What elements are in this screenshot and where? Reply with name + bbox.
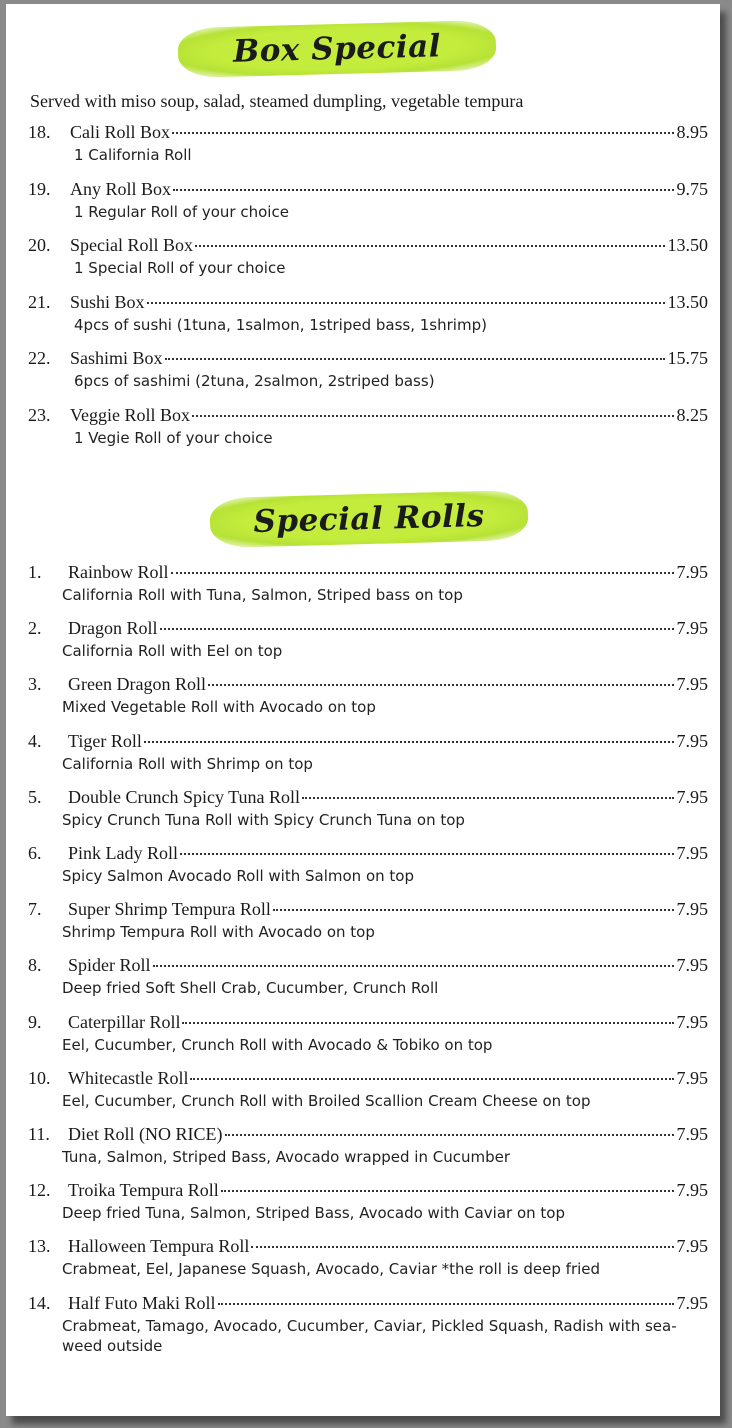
dot-leader: [190, 1077, 673, 1080]
dot-leader: [192, 414, 674, 417]
dot-leader: [208, 683, 674, 686]
menu-item-description: Spicy Salmon Avocado Roll with Salmon on top: [62, 867, 414, 885]
menu-item-name: Halloween Tempura Roll: [68, 1236, 250, 1257]
menu-item-row: [28, 617, 708, 639]
dot-leader: [218, 1302, 674, 1305]
menu-item-number: 2.: [28, 618, 42, 639]
dot-leader: [144, 740, 674, 743]
menu-item-row: [28, 234, 708, 256]
menu-item-name: Tiger Roll: [68, 730, 142, 751]
menu-item-name: Rainbow Roll: [68, 562, 169, 582]
menu-item-description: Spicy Crunch Tuna Roll with Spicy Crunch Tuna on top: [62, 810, 465, 829]
menu-item-price: 7.95: [676, 562, 708, 582]
menu-item-row: [28, 561, 708, 583]
menu-item-name: Super Shrimp Tempura Roll: [68, 899, 271, 920]
menu-item-number: 14.: [28, 1292, 51, 1313]
menu-item-row: [28, 178, 708, 200]
menu-item-row: [28, 121, 708, 143]
menu-item-number: 7.: [28, 899, 42, 920]
menu-item-price: 7.95: [676, 1180, 708, 1201]
box-special-banner: [177, 20, 496, 78]
menu-item-name: Troika Tempura Roll: [68, 1180, 219, 1201]
dot-leader: [165, 357, 665, 360]
menu-item-price: 7.95: [676, 618, 708, 639]
menu-item-description: 6pcs of sashimi (2tuna, 2salmon, 2striped bass): [74, 372, 435, 390]
menu-page: [6, 4, 720, 1416]
dot-leader: [251, 1245, 673, 1248]
menu-item-number: 9.: [28, 1011, 42, 1032]
menu-item-price: 9.75: [676, 178, 708, 199]
menu-item-price: 8.25: [676, 404, 708, 425]
menu-item-number: 5.: [28, 786, 42, 807]
menu-item-row: [28, 954, 708, 976]
menu-item-number: 22.: [28, 348, 51, 368]
menu-item-description: Mixed Vegetable Roll with Avocado on top: [62, 698, 376, 717]
menu-item-name: Special Roll Box: [70, 235, 193, 255]
menu-item-description: 4pcs of sushi (1tuna, 1salmon, 1striped bass, 1shrimp): [74, 315, 487, 334]
menu-item-row: [28, 1011, 708, 1033]
menu-item-price: 13.50: [667, 291, 708, 312]
menu-item-number: 3.: [28, 674, 42, 695]
menu-item-name: Veggie Roll Box: [70, 404, 190, 425]
dot-leader: [171, 571, 674, 574]
menu-item-row: [28, 1292, 708, 1314]
menu-item-number: 13.: [28, 1236, 51, 1257]
menu-item-row: [28, 291, 708, 313]
menu-item-number: 10.: [28, 1067, 51, 1088]
menu-item-name: Green Dragon Roll: [68, 674, 206, 695]
menu-item-price: 7.95: [676, 786, 708, 807]
menu-item-name: Sushi Box: [70, 291, 145, 312]
menu-item-number: 18.: [28, 122, 51, 142]
menu-item-description: California Roll with Tuna, Salmon, Striped bass on top: [62, 586, 463, 604]
menu-item-row: [28, 404, 708, 426]
menu-item-price: 7.95: [676, 843, 708, 863]
menu-item-price: 7.95: [676, 674, 708, 695]
menu-item-description: 1 Special Roll of your choice: [74, 259, 286, 277]
menu-item-price: 7.95: [676, 1067, 708, 1088]
dot-leader: [225, 1133, 674, 1136]
menu-item-name: Whitecastle Roll: [68, 1067, 189, 1088]
menu-item-description: California Roll with Eel on top: [62, 642, 283, 661]
special-rolls-title: Special Rolls: [253, 497, 485, 541]
dot-leader: [221, 1189, 674, 1192]
dot-leader: [172, 131, 673, 134]
menu-item-description: Crabmeat, Eel, Japanese Squash, Avocado, Caviar *the roll is deep fried: [62, 1260, 601, 1279]
menu-item-price: 7.95: [676, 730, 708, 751]
menu-item-number: 8.: [28, 955, 42, 976]
menu-item-number: 11.: [28, 1124, 50, 1144]
menu-item-name: Sashimi Box: [70, 348, 163, 368]
box-special-title: Box Special: [232, 28, 442, 70]
menu-item-number: 19.: [28, 178, 51, 199]
menu-item-number: 20.: [28, 235, 51, 255]
menu-item-description: Shrimp Tempura Roll with Avocado on top: [62, 923, 375, 942]
menu-item-number: 4.: [28, 730, 42, 751]
menu-item-price: 7.95: [676, 1292, 708, 1313]
menu-item-name: Pink Lady Roll: [68, 843, 179, 863]
menu-item-number: 1.: [28, 562, 42, 582]
menu-item-name: Any Roll Box: [70, 178, 172, 199]
menu-item-row: [28, 1235, 708, 1257]
menu-item-name: Dragon Roll: [68, 618, 158, 639]
menu-item-description: Eel, Cucumber, Crunch Roll with Avocado & Tobiko on top: [62, 1035, 493, 1054]
menu-item-price: 7.95: [676, 1124, 708, 1144]
dot-leader: [273, 908, 674, 911]
menu-item-name: Spider Roll: [68, 955, 151, 976]
menu-item-name: Diet Roll (NO RICE): [68, 1124, 223, 1144]
dot-leader: [302, 796, 673, 799]
menu-item-description: Tuna, Salmon, Striped Bass, Avocado wrapped in Cucumber: [62, 1148, 511, 1166]
menu-item-description: Deep fried Tuna, Salmon, Striped Bass, Avocado with Caviar on top: [62, 1204, 565, 1223]
dot-leader: [160, 627, 674, 630]
menu-item-price: 13.50: [667, 235, 708, 255]
menu-item-price: 15.75: [667, 348, 708, 368]
menu-item-description: California Roll with Shrimp on top: [62, 754, 313, 773]
menu-item-description: Deep fried Soft Shell Crab, Cucumber, Crunch Roll: [62, 979, 439, 998]
box-special-intro: Served with miso soup, salad, steamed dumpling, vegetable tempura: [30, 91, 524, 111]
dot-leader: [153, 964, 674, 967]
dot-leader: [173, 188, 673, 191]
menu-item-number: 12.: [28, 1180, 51, 1201]
menu-item-name: Caterpillar Roll: [68, 1011, 181, 1032]
menu-item-number: 21.: [28, 291, 51, 312]
menu-item-price: 7.95: [676, 955, 708, 976]
menu-item-row: [28, 673, 708, 695]
menu-item-price: 7.95: [676, 899, 708, 920]
menu-item-name: Cali Roll Box: [70, 122, 171, 142]
menu-item-row: [28, 842, 708, 864]
menu-item-row: [28, 898, 708, 920]
menu-item-description: Eel, Cucumber, Crunch Roll with Broiled Scallion Cream Cheese on top: [62, 1091, 591, 1110]
menu-item-row: [28, 347, 708, 369]
menu-item-price: 8.95: [676, 122, 708, 142]
dot-leader: [180, 852, 673, 855]
menu-item-row: [28, 1123, 708, 1145]
special-rolls-banner: [209, 490, 528, 548]
menu-item-price: 7.95: [676, 1011, 708, 1032]
menu-item-number: 23.: [28, 404, 51, 425]
menu-item-price: 7.95: [676, 1236, 708, 1257]
menu-item-number: 6.: [28, 843, 42, 863]
menu-item-description: 1 Regular Roll of your choice: [74, 202, 289, 221]
menu-item-description: 1 California Roll: [74, 146, 192, 164]
menu-item-row: [28, 1067, 708, 1089]
menu-item-description: Crabmeat, Tamago, Avocado, Cucumber, Caviar, Pickled Squash, Radish with sea-weed outside: [62, 1316, 677, 1355]
dot-leader: [182, 1021, 673, 1024]
menu-item-row: [28, 786, 708, 808]
menu-item-name: Double Crunch Spicy Tuna Roll: [68, 786, 301, 807]
menu-item-row: [28, 730, 708, 752]
menu-item-name: Half Futo Maki Roll: [68, 1292, 216, 1313]
menu-item-description: 1 Vegie Roll of your choice: [74, 428, 273, 447]
dot-leader: [195, 244, 665, 247]
dot-leader: [147, 301, 665, 304]
menu-item-row: [28, 1179, 708, 1201]
